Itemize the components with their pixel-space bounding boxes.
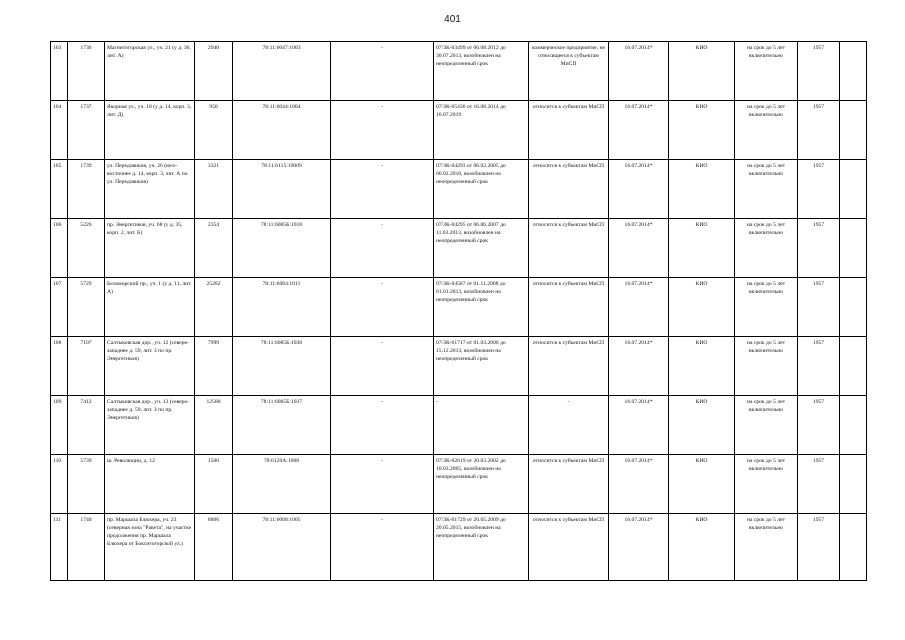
address-cell: ш. Революции, д. 12 bbox=[105, 455, 195, 514]
plot-id-cell: 7412 bbox=[68, 396, 105, 455]
area-cell: 1500 bbox=[195, 455, 233, 514]
tenant-status-cell: относится к субъектам МиСП bbox=[529, 455, 609, 514]
row-number-cell: 103 bbox=[51, 42, 68, 101]
row-number-cell: 106 bbox=[51, 219, 68, 278]
lease-agreement-cell: 07/ЗК-03499 от 06.08.2012 до 30.07.2013, возобновлен на неопределенный срок bbox=[434, 42, 529, 101]
cadastral-number-cell: 78:11:6084:1011 bbox=[233, 278, 331, 337]
empty-cell bbox=[840, 101, 867, 160]
address-cell: пр. Энергетиков, уч. 68 (у д. 35, корп. 2, лит. Б) bbox=[105, 219, 195, 278]
agency-cell: КИО bbox=[669, 278, 735, 337]
empty-cell bbox=[840, 396, 867, 455]
year-cell: 1957 bbox=[798, 514, 840, 581]
table-row bbox=[51, 101, 867, 160]
lease-agreement-cell: 07/ЗК-01717 от 01.03.2000 до 15.12.2013, возобновлен на неопределенный срок bbox=[434, 337, 529, 396]
empty-cell bbox=[840, 278, 867, 337]
area-cell: 12588 bbox=[195, 396, 233, 455]
plot-id-cell: 5729 bbox=[68, 278, 105, 337]
year-cell: 1957 bbox=[798, 337, 840, 396]
address-cell: Беломорский пр., уч. 1 (у д. 11, лит. А) bbox=[105, 278, 195, 337]
plot-id-cell: 5226 bbox=[68, 219, 105, 278]
date-cell: 16.07.2014* bbox=[609, 219, 669, 278]
lease-agreement-cell: 07/ЗК-04295 от 06.06.2007 до 11.03.2013, возобновлен на неопределенный срок bbox=[434, 219, 529, 278]
lease-agreement-cell: 07/ЗК-04293 от 06.02.2005 до 06.02.2010, возобновлен на неопределенный срок bbox=[434, 160, 529, 219]
address-cell: Магнитогорская ул., уч. 21 (у д. 30, лит. А) bbox=[105, 42, 195, 101]
page-number: 401 bbox=[444, 14, 461, 25]
agency-cell: КИО bbox=[669, 42, 735, 101]
area-cell: 25282 bbox=[195, 278, 233, 337]
encumbrance-cell: - bbox=[331, 455, 434, 514]
agency-cell: КИО bbox=[669, 396, 735, 455]
empty-cell bbox=[840, 337, 867, 396]
address-cell: ул. Передовиков, уч. 26 (юго-восточнее д. 14, корп. 3, лит. А по ул. Передовиков) bbox=[105, 160, 195, 219]
plot-id-cell: 1740 bbox=[68, 514, 105, 581]
term-cell: на срок до 5 лет включительно bbox=[735, 278, 798, 337]
year-cell: 1957 bbox=[798, 455, 840, 514]
date-cell: 16.07.2014* bbox=[609, 278, 669, 337]
empty-cell bbox=[840, 219, 867, 278]
area-cell: 2354 bbox=[195, 219, 233, 278]
row-number-cell: 110 bbox=[51, 455, 68, 514]
term-cell: на срок до 5 лет включительно bbox=[735, 455, 798, 514]
table-row bbox=[51, 396, 867, 455]
tenant-status-cell: относится к субъектам МиСП bbox=[529, 278, 609, 337]
term-cell: на срок до 5 лет включительно bbox=[735, 396, 798, 455]
land-plots-table bbox=[50, 41, 867, 581]
agency-cell: КИО bbox=[669, 455, 735, 514]
table-row bbox=[51, 219, 867, 278]
year-cell: 1957 bbox=[798, 278, 840, 337]
cadastral-number-cell: 78:11:6085Б:1038 bbox=[233, 337, 331, 396]
agency-cell: КИО bbox=[669, 337, 735, 396]
lease-agreement-cell: 07/ЗК-05430 от 16.08.2014 до 16.07.2019 bbox=[434, 101, 529, 160]
year-cell: 1957 bbox=[798, 160, 840, 219]
encumbrance-cell: - bbox=[331, 160, 434, 219]
encumbrance-cell: - bbox=[331, 514, 434, 581]
encumbrance-cell: - bbox=[331, 101, 434, 160]
row-number-cell: 108 bbox=[51, 337, 68, 396]
year-cell: 1957 bbox=[798, 219, 840, 278]
term-cell: на срок до 5 лет включительно bbox=[735, 219, 798, 278]
row-number-cell: 104 bbox=[51, 101, 68, 160]
plot-id-cell: 5739 bbox=[68, 455, 105, 514]
row-number-cell: 109 bbox=[51, 396, 68, 455]
empty-cell bbox=[840, 455, 867, 514]
area-cell: 2940 bbox=[195, 42, 233, 101]
term-cell: на срок до 5 лет включительно bbox=[735, 42, 798, 101]
date-cell: 16.07.2014* bbox=[609, 101, 669, 160]
plot-id-cell: 7107 bbox=[68, 337, 105, 396]
cadastral-number-cell: 78:11:6047:1003 bbox=[233, 42, 331, 101]
cadastral-number-cell: 78:11:6115:19009 bbox=[233, 160, 331, 219]
area-cell: 8806 bbox=[195, 514, 233, 581]
empty-cell bbox=[840, 160, 867, 219]
encumbrance-cell: - bbox=[331, 42, 434, 101]
cadastral-number-cell: 78:6120А:1008 bbox=[233, 455, 331, 514]
lease-agreement-cell: 07/ЗК-04587 от 01.11.2008 до 01.01.2013, возобновлен на неопределенный срок bbox=[434, 278, 529, 337]
row-number-cell: 107 bbox=[51, 278, 68, 337]
cadastral-number-cell: 78:11:6008:1005 bbox=[233, 514, 331, 581]
encumbrance-cell: - bbox=[331, 278, 434, 337]
address-cell: пр. Маршала Блюхера, уч. 23 (северная зона "Ракета", на участке продолжения пр. Маршала Блюхера от Бокситогорской ул.) bbox=[105, 514, 195, 581]
agency-cell: КИО bbox=[669, 514, 735, 581]
encumbrance-cell: - bbox=[331, 396, 434, 455]
tenant-status-cell: относится к субъектам МиСП bbox=[529, 160, 609, 219]
lease-agreement-cell: 07/ЗК-01729 от 20.05.2009 до 20.05.2015, возобновлен на неопределенный срок bbox=[434, 514, 529, 581]
table-row bbox=[51, 514, 867, 581]
term-cell: на срок до 5 лет включительно bbox=[735, 160, 798, 219]
year-cell: 1957 bbox=[798, 396, 840, 455]
row-number-cell: 105 bbox=[51, 160, 68, 219]
plot-id-cell: 1736 bbox=[68, 42, 105, 101]
date-cell: 16.07.2014* bbox=[609, 396, 669, 455]
area-cell: 3321 bbox=[195, 160, 233, 219]
address-cell: Салтыковская дор., уч. 13 (северо-западнее д. 59, лит. З по пр. Энергетиков) bbox=[105, 396, 195, 455]
year-cell: 1957 bbox=[798, 42, 840, 101]
term-cell: на срок до 5 лет включительно bbox=[735, 101, 798, 160]
plot-id-cell: 1739 bbox=[68, 160, 105, 219]
address-cell: Якорная ул., уч. 18 (у д. 14, корп. 3, лит. Д) bbox=[105, 101, 195, 160]
table-row bbox=[51, 337, 867, 396]
date-cell: 16.07.2014* bbox=[609, 514, 669, 581]
table-row bbox=[51, 160, 867, 219]
date-cell: 16.07.2014* bbox=[609, 160, 669, 219]
table-row bbox=[51, 455, 867, 514]
year-cell: 1957 bbox=[798, 101, 840, 160]
date-cell: 16.07.2014* bbox=[609, 42, 669, 101]
plot-id-cell: 1737 bbox=[68, 101, 105, 160]
address-cell: Салтыковская дор., уч. 12 (северо-западнее д. 59, лит. З по пр. Энергетиков) bbox=[105, 337, 195, 396]
tenant-status-cell: коммерческое предприятие, не относящееся к субъектам МиСП bbox=[529, 42, 609, 101]
tenant-status-cell: относится к субъектам МиСП bbox=[529, 337, 609, 396]
area-cell: 950 bbox=[195, 101, 233, 160]
tenant-status-cell: относится к субъектам МиСП bbox=[529, 101, 609, 160]
empty-cell bbox=[840, 514, 867, 581]
empty-cell bbox=[840, 42, 867, 101]
lease-agreement-cell: - bbox=[434, 396, 529, 455]
lease-agreement-cell: 07/ЗК-02619 от 20.03.2002 до 10.03.2005, возобновлен на неопределенный срок bbox=[434, 455, 529, 514]
tenant-status-cell: - bbox=[529, 396, 609, 455]
term-cell: на срок до 5 лет включительно bbox=[735, 337, 798, 396]
agency-cell: КИО bbox=[669, 160, 735, 219]
agency-cell: КИО bbox=[669, 219, 735, 278]
area-cell: 7999 bbox=[195, 337, 233, 396]
encumbrance-cell: - bbox=[331, 219, 434, 278]
encumbrance-cell: - bbox=[331, 337, 434, 396]
date-cell: 16.07.2014* bbox=[609, 337, 669, 396]
date-cell: 16.07.2014* bbox=[609, 455, 669, 514]
table-row bbox=[51, 42, 867, 101]
row-number-cell: 111 bbox=[51, 514, 68, 581]
table-row bbox=[51, 278, 867, 337]
cadastral-number-cell: 78:11:6044:1004 bbox=[233, 101, 331, 160]
tenant-status-cell: относится к субъектам МиСП bbox=[529, 514, 609, 581]
cadastral-number-cell: 78:11:6085Б:1037 bbox=[233, 396, 331, 455]
cadastral-number-cell: 78:11:6085Б:1018 bbox=[233, 219, 331, 278]
term-cell: на срок до 5 лет включительно bbox=[735, 514, 798, 581]
agency-cell: КИО bbox=[669, 101, 735, 160]
tenant-status-cell: относится к субъектам МиСП bbox=[529, 219, 609, 278]
